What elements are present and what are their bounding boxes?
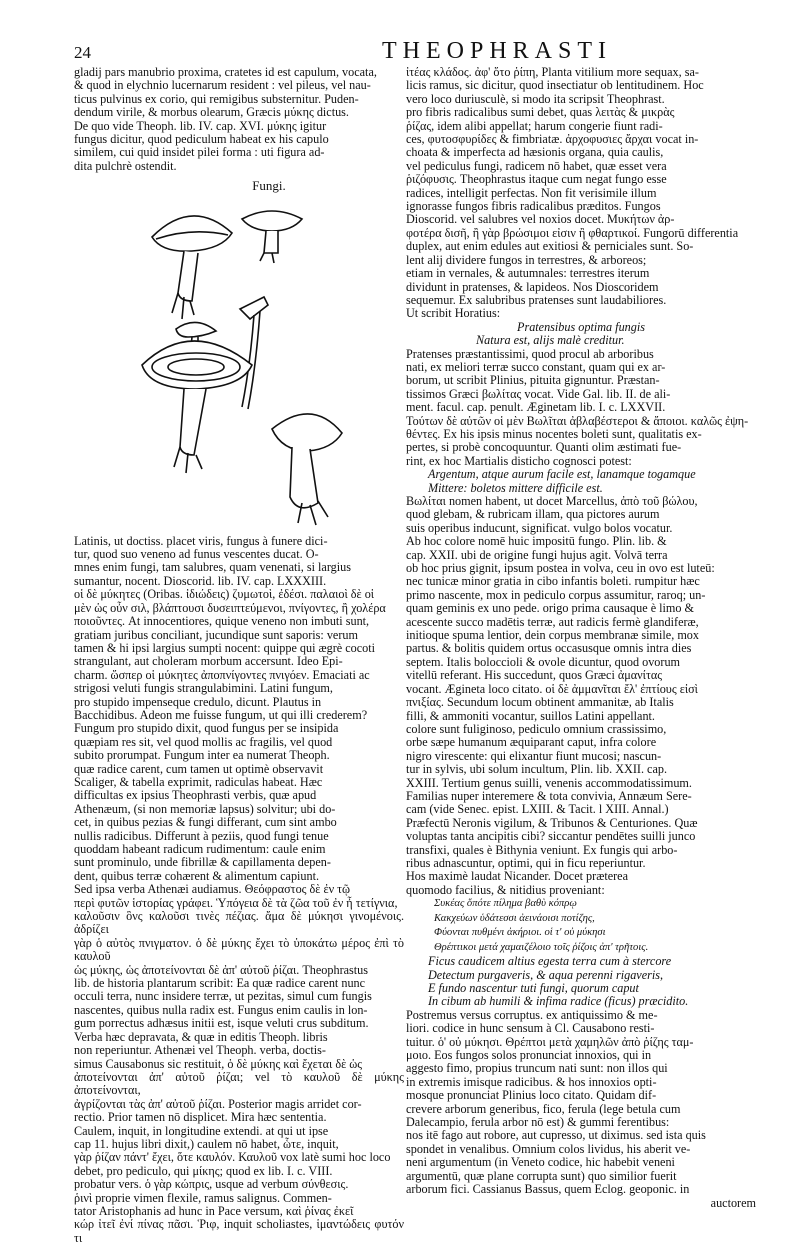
text-line: crevere arborum generibus, fico, ferula (lege betula cum — [406, 1101, 681, 1116]
running-head — [74, 38, 756, 62]
left-column — [74, 66, 404, 1245]
text-line: septem. Italis boloccioli & ovole dicuntur, quod ovorum — [406, 654, 681, 669]
text-line: filli, & ammoniti vocantur, suillos Latini appellant. — [406, 708, 655, 723]
text-line: pro stupido impenseque credulo, dicunt. Plautus in — [74, 694, 322, 709]
text-line: Sed ipsa verba Athenæi audiamus. Θεόφραστος δὲ ἐν τῷ — [74, 882, 351, 897]
text-line: tur in sylvis, ubi solum incultum, Plin. lib. XXII. cap. — [406, 762, 668, 777]
text-line: duplex, aut enim edules aut exitiosi & perniciales sunt. So- — [406, 239, 694, 254]
text-line: ὡς μύκης, ὡς ἀποτείνονται δὲ ἀπ' αὐτοῦ ῥίζαι. Theophrastus — [74, 962, 369, 977]
greek-verse-line: Κακχεύων ὑδάτεσσι ἀεινάοισι ποτίζης, — [434, 912, 595, 924]
running-title: THEOPHRASTI — [382, 38, 613, 64]
text-line: partus. & bolitis quidem ortus occasusque omnis intra dies — [406, 641, 692, 656]
text-line: dent, quibus terræ cohærent & alimentum capiunt. — [74, 868, 320, 883]
text-line: lib. de historia plantarum scribit: Ea quæ radice carent nunc — [74, 976, 366, 991]
text-line: Postremus versus corruptus. ex antiquissimo & me- — [406, 1007, 658, 1022]
verse-line: Argentum, atque aurum facile est, lanamque togamque — [428, 467, 696, 482]
text-line: rectio. Prior tamen nō displicet. Mira hæc sententia. — [74, 1110, 327, 1125]
text-line: ῥινὶ proprie vimen flexile, ramus salignus. Commen- — [74, 1190, 332, 1205]
text-line: cet, in quibus pezias & fungi differant, cum sint ambo — [74, 815, 337, 830]
text-line: voluptas tanta ancipitis cibi? siccantur pendētes suilli junco — [406, 829, 696, 844]
text-line: difficultas ex ipsius Theophrasti verbis, quæ apud — [74, 788, 317, 803]
verse-line: Detectum purgaveris, & aqua perenni rigaveris, — [428, 967, 664, 982]
martial-distich — [406, 468, 756, 495]
text-line: rint, ex hoc Martialis disticho cognosci potest: — [406, 453, 632, 468]
text-line: quæpiam res sit, vel quod mollis ac fragilis, vel quod — [74, 734, 333, 749]
text-line: occuli terra, nunc insidere terræ, ut pezitas, simul cum fungis — [74, 989, 372, 1004]
text-line: quoddam habeant radicum rudimentum: caule enim — [74, 842, 326, 856]
text-line: θέντες. Ex his ipsis minus nocentes boleti sunt, qualitatis ex- — [406, 426, 702, 441]
text-line: ces, φυτοσφυρίδες & fimbriatæ. ἀρχοφυσιες ἄρχαι vocat in- — [406, 132, 699, 147]
text-line: quomodo facilius, & nitidius proveniant: — [406, 882, 605, 897]
nicander-latin-verse — [406, 955, 756, 1009]
fungi-woodcut-image — [132, 197, 352, 535]
text-line: ποιοῦντες. At innocentiores, quique veneno non imbuti sunt, — [74, 614, 370, 629]
text-line: ἀγρίζονται τὰς ἀπ' αὐτοῦ ῥίζαι. Posterior magis arridet cor- — [74, 1096, 362, 1111]
horace-verse-line-1: Pratensibus optima fungis — [517, 319, 645, 334]
text-line: Ut scribit Horatius: — [406, 306, 501, 321]
text-line: Βωλίται nomen habent, ut docet Marcellus, ἀπὸ τοῦ βώλου, — [406, 494, 698, 508]
text-line: γὰρ ὁ αὐτὸς πνιγματον. ὁ δὲ μύκης ἔχει τὸ ὑποκάτω μέρος ἐπὶ τὸ καυλοῦ — [74, 935, 404, 964]
text-line: colore sunt fuliginoso, pediculo omnium crassissimo, — [406, 721, 667, 736]
text-line: Ab hoc colore nomē huic impositū fungo. Plin. lib. & — [406, 534, 667, 549]
catchword: auctorem — [710, 1195, 756, 1210]
text-line: liori. codice in hunc sensum à Cl. Causabono resti- — [406, 1021, 655, 1036]
text-line: ῥιζόφυσις. Theophrastus itaque cum negat fungo esse — [406, 172, 667, 187]
text-line: pro fibris radicalibus sumi debet, quas λειτὰς & μικρὰς — [406, 105, 675, 120]
text-line: μοιο. Eos fungos solos pronunciat innoxios, qui in — [406, 1048, 652, 1063]
text-line: neni argumentum (in Veneto codice, hic habebit veneni — [406, 1155, 675, 1170]
text-line: orbe sæpe humanum æquiparant caput, infra colore — [406, 735, 657, 750]
text-line: quod glebam, & rubricam illam, qua pictores aurum — [406, 507, 660, 522]
text-line: cap 11. hujus libri dixit,) caulem nō habet, ὧτε, inquit, — [74, 1136, 339, 1151]
text-line: Athenæum, (si non memoriæ lapsus) solvitur; ubi do- — [74, 801, 336, 816]
horace-verse-line-2: Natura est, alijs malè creditur. — [476, 333, 625, 348]
text-line: καλοῦσιν ὃνς καλοῦσι τινὲς πέζιας. ἄμα δὲ μύκησι γινομένοις. ἀδρίζει — [74, 909, 404, 937]
text-line: suis operibus inducunt, significat. vulgo bolos vocatur. — [406, 520, 673, 535]
figure-title: Fungi. — [252, 178, 286, 194]
left-top-paragraph — [74, 66, 404, 173]
text-line: quæ radice carent, cum tamen ut optimè observavit — [74, 761, 324, 776]
text-line: Caulem, inquit, in longitudine extendi. at qui ut ipse — [74, 1123, 329, 1138]
left-body-text — [74, 535, 404, 1246]
text-line: gum porrectus adhæsus initii est, isque veluti crus subditum. — [74, 1016, 369, 1031]
text-line: Præfectū Neronis vigilum, & Tribunos & Centuriones. Quæ — [406, 815, 698, 830]
text-line: κώρ ἰτεῖ ἐνί πίνας πᾶσι. Ῥιφ, inquit scholiastes, ἱμαντώδεις φυτόν τι — [74, 1217, 404, 1245]
text-line: charm. ὥσπερ οἱ μύκητες ἀποπνίγοντες πνιγόεν. Emaciati ac — [74, 667, 370, 682]
verse-line: Mittere: boletos mittere difficile est. — [428, 480, 603, 495]
text-line: Dalecampio, ferula arbor nō est) & gummi ferentibus: — [406, 1115, 670, 1130]
text-line: nos itē fago aut robore, aut cupresso, ut diximus. sed ista quis — [406, 1128, 706, 1143]
text-line: licis ramus, sic dicitur, quod insectiatur ob lentitudinem. Hoc — [406, 78, 704, 93]
text-line: πνιξίας. Secundum locum obtinent ammanitæ, ab Italis — [406, 695, 674, 710]
text-line: vero loco duriusculè, si modo ita scripsit Theophrast. — [406, 91, 665, 106]
text-line: probatur vers. ὁ γὰρ κώπρις, usque ad verbum σύνθεσις. — [74, 1177, 349, 1192]
text-line: ignorasse fungos fibris radicalibus præditos. Fungos — [406, 199, 661, 214]
text-line: tissimos Græci βωλίτας vocat. Vide Gal. lib. II. de ali- — [406, 386, 671, 401]
text-line: transfixi, quales è Bithynia veniunt. Ex fungis qui arbo- — [406, 842, 678, 857]
text-line: Pratenses præstantissimi, quod procul ab arboribus — [406, 346, 654, 361]
text-line: dendum virile, & morbus olearum, Græcis μύκης dictus. — [74, 105, 349, 120]
text-line: De quo vide Theoph. lib. IV. cap. XVI. μύκης igitur — [74, 118, 327, 133]
text-line: tamen & hi ipsi largius sumpti nocent: quippe qui ægrè cocoti — [74, 640, 376, 655]
text-line: ἰτέας κλάδος. ἀφ' ὅτο ῥίπη, Planta vitilium more sequax, sa- — [406, 65, 699, 79]
text-line: nigro virescente: qui elixantur fiunt mucosi; nascun- — [406, 748, 662, 763]
text-line: subito prorumpat. Fungum inter ea numerat Theoph. — [74, 748, 330, 763]
verse-line: In cibum ab humili & infima radice (ficus) præcidito. — [428, 994, 689, 1009]
text-line: vitellū referant. His succedunt, quos Græci ἀμανίτας — [406, 668, 663, 683]
text-line: ticus pulvinus ex corio, qui remigibus substernitur. Puden- — [74, 91, 359, 106]
right-text-block-1 — [406, 66, 756, 321]
text-line: sumantur, nocent. Dioscorid. lib. IV. cap. LXXXIII. — [74, 573, 327, 588]
text-line: nullis radicibus. Differunt à peziis, quod fungi tenue — [74, 828, 329, 843]
text-line: Τούτων δὲ αὐτῶν οἱ μὲν Βωλῖται ἀβλαβέστεροι & ἄποιοι. καλῶς ἐψη- — [406, 413, 749, 428]
text-line: ἀποτείνονται ἀπ' αὐτοῦ ῥίζαι; vel τὸ καυλοῦ δὲ μύκης ἀποτείνονται, — [74, 1069, 404, 1098]
text-line: pertes, si probè concoquuntur. Quanti olim æstimati fue- — [406, 440, 682, 455]
text-line: ment. facul. cap. penult. Æginetam lib. I. c. LXXVII. — [406, 400, 666, 415]
right-text-block-3 — [406, 495, 756, 897]
verse-line: Ficus caudicem altius egesta terra cum à stercore — [428, 954, 672, 969]
text-line: Fungum pro stupido dixit, quod fungus per se insipida — [74, 721, 339, 736]
greek-verse-line: Φύονται πυθμένι ἀκήριοι. οἱ τ' οὐ μύκησι — [434, 927, 606, 939]
text-columns — [74, 66, 756, 1245]
text-line: initioque spuma lentior, dein corpus membranæ simile, mox — [406, 628, 699, 643]
text-line: in extremis imisque radicibus. & hos innoxios opti- — [406, 1074, 657, 1089]
text-line: περὶ φυτῶν ἱστορίας γράφει. Ὑπόγεια δὲ τὰ ζῶα τοῦ ἐν ἦ τετίγνια, — [74, 895, 398, 910]
text-line: tur, quod suo veneno ad funus vescentes ducat. O- — [74, 547, 319, 562]
text-line: non reperiuntur. Athenæi vel Theoph. verba, doctis- — [74, 1043, 326, 1058]
text-line: μὲν ὡς οὖν σιλ, βλάπτουσι δυσειπτεύμενοι, πνίγοντες, ἢ χολέρα — [74, 600, 386, 615]
text-line: γὰρ ῥίζαν πάντ' ἔχει, ὅτε καυλόν. Καυλοῦ vox latè sumi hoc loco — [74, 1150, 391, 1165]
text-line: Latinis, ut doctiss. placet viris, fungus à funere dici- — [74, 533, 328, 548]
text-line: Dioscorid. vel salubres vel noxios docet. Μυκήτων ἀρ- — [406, 212, 675, 227]
text-line: primo nascente, mox in pediculo corpus assumitur, raroq; un- — [406, 587, 706, 602]
text-line: cam (vide Senec. epist. LXIII. & Tacit. l XIII. Annal.) — [406, 802, 669, 817]
text-line: dividunt in pratenses, & lapideos. Nos Dioscoridem — [406, 279, 659, 294]
text-line: ob hoc prius gignit, ipsum postea in volva, ceu in ovo est luteū: — [406, 561, 715, 576]
page-number: 24 — [74, 43, 91, 62]
right-text-block-4 — [406, 1009, 756, 1197]
text-line: tator Aristophanis ad hunc in Pace versum, καὶ ῥίνας ἐκεῖ — [74, 1203, 354, 1218]
nicander-greek-verse — [406, 897, 756, 955]
text-line: argumentū, quæ plane corrupta sunt) quo similior fuerit — [406, 1168, 677, 1183]
text-line: mnes enim fungi, tam salubres, quam venenati, si largius — [74, 560, 351, 575]
fungi-illustration — [74, 197, 404, 535]
text-line: Bacchidibus. Adeon me fuisse fungum, ut qui illi crederem? — [74, 707, 368, 722]
text-line: nec tunicæ minor gratia in cibo infantis boleti. rumpitur hæc — [406, 574, 700, 589]
text-line: gratiam juribus conciliant, jucundique sunt saporis: verum — [74, 627, 358, 642]
greek-verse-line: Συκέας ὅπότε πίλημα βαθὺ κόπρῳ — [434, 898, 577, 910]
text-line: simus Causabonus sic restituit, ὁ δὲ μύκης καὶ ἔχεται δὲ ὡς — [74, 1056, 363, 1071]
text-line: nascentes, quibus nulla radix est. Fungus enim caulis in lon- — [74, 1002, 368, 1017]
text-line: & quod in elychnio lucernarum resident : vel pileus, vel nau- — [74, 78, 371, 93]
text-line: ῥίζας, idem alibi appellat; harum congerie fiunt radi- — [406, 118, 663, 133]
verse-line: E fundo nascentur tuti fungi, quorum caput — [428, 981, 639, 995]
text-line: similem, cui quid insidet pilei forma : uti figura ad- — [74, 145, 325, 160]
text-line: Scaliger, & tabella exprimit, radiculas habeat. Hæc — [74, 774, 323, 789]
text-line: Familias nuper interemere & tota convivia, Annæum Sere- — [406, 788, 692, 803]
text-line: tuitur. ὁ' οὐ μύκησι. Θρέπτοι μετὰ χαμηλῶν ἀπὸ ῥίζης ταμ- — [406, 1034, 694, 1049]
text-line: radices, intelligit perfectas. Non fit verisimile illum — [406, 185, 657, 200]
text-line: οἱ δὲ μύκητες (Oribas. ἰδιώδεις) ζυμωτοὶ, ἐδέσι. παλαιοὶ δὲ οἱ — [74, 587, 375, 602]
text-line: strigosi veluti fungis strangulabimini. Latini fungum, — [74, 681, 333, 696]
text-line: gladij pars manubrio proxima, cratetes id est capulum, vocata, — [74, 65, 377, 79]
text-line: acescente succo madētis terræ, aut radicis fermè glandiferæ, — [406, 614, 699, 629]
right-column — [406, 66, 756, 1245]
text-line: fungus dicitur, quod pediculum habeat ex his capulo — [74, 132, 329, 147]
text-line: nati, ex meliori terræ succo constant, quam qui ex ar- — [406, 359, 666, 374]
text-line: quam geminis ex uno pede. origo prima causaque è limo & — [406, 601, 695, 616]
text-line: strangulant, aut choleram morbum accersunt. Ideo Epi- — [74, 654, 343, 669]
text-line: choata & imperfecta ad hæsionis organa, quia caulis, — [406, 145, 664, 160]
text-line: cap. XXII. ubi de origine fungi hujus agit. Volvā terra — [406, 547, 668, 562]
text-line: aggesto fimo, propius truncum nati sunt: non illos qui — [406, 1061, 668, 1076]
text-line: arborum fici. Cassianus Bassus, quem Eclog. geoponic. in — [406, 1182, 690, 1197]
text-line: Verba hæc depravata, & quæ in editis Theoph. libris — [74, 1029, 328, 1044]
text-line: XXIII. Tertium genus suilli, venenis accommodatissimum. — [406, 775, 692, 790]
text-line: mosque pronunciat Plinius loco citato. Quidam dif- — [406, 1088, 657, 1103]
greek-verse-line: Θρέπτικοι μετά χαμαιζέλοιο τοῖς ῥίζοις ἀπ' τρῆτοις. — [434, 941, 649, 953]
text-line: vocant. Ægineta loco citato. οἱ δὲ ἀμμανῖται ἔλ' ἐπτίους εἰσὶ — [406, 681, 698, 696]
text-line: ribus adnascuntur, optimi, qui in ficu reperiuntur. — [406, 855, 646, 870]
text-line: sequemur. Ex salubribus pratenses sunt laudabiliores. — [406, 292, 667, 307]
text-line: lent alij dividere fungos in terrestres, & arboreos; — [406, 252, 647, 267]
text-line: Hos maximè laudat Nicander. Docet præterea — [406, 869, 628, 884]
text-line: dita pulchrè ostendit. — [74, 158, 177, 173]
text-line: sunt prominulo, unde fibrillæ & capillamenta depen- — [74, 855, 331, 870]
text-line: debet, pro pediculo, qui μίκης; quod ex lib. I. c. VIII. — [74, 1163, 333, 1178]
text-line: etiam in vernales, & autumnales: terrestres iterum — [406, 266, 650, 281]
text-line: φοτέρα δισῆ, ἢ γὰρ βρώσιμοι εἰσιν ἢ φθαρτικοί. Fungorū differentia — [406, 225, 739, 240]
text-line: borum, ut scribit Plinius, pituita gignuntur. Præstan- — [406, 373, 660, 388]
right-text-block-2 — [406, 348, 756, 469]
text-line: vel pediculus fungi, radicem nō habet, quæ esset vera — [406, 158, 667, 173]
text-line: spondet in venalibus. Omnium colos lividus, his aberit ve- — [406, 1141, 691, 1156]
